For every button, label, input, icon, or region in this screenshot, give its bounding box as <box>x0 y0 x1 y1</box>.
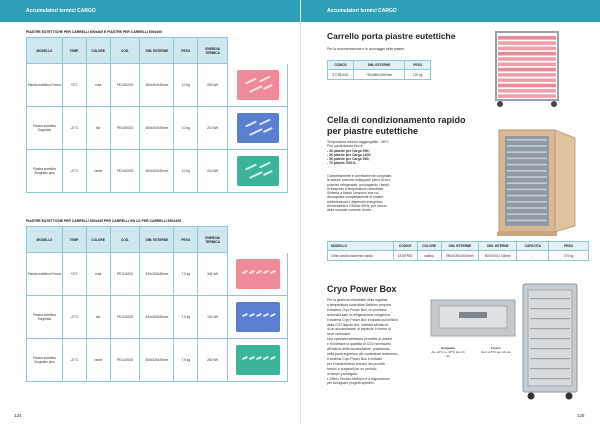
table-row <box>27 107 288 150</box>
trolley-shelf <box>498 89 556 93</box>
plate-image-pink <box>228 64 288 107</box>
frozen-title: Surgelato <box>440 346 456 350</box>
page-number-left: 124 <box>14 413 22 418</box>
trolley-shelf <box>498 47 556 51</box>
col-dim: DIM. ESTERNE <box>353 61 405 70</box>
table2-title: PIASTRE EUTETTICHE PER CARRELLI 530x325 PER CARRELLI GN 1/1 PER CARRELLI 530x325 <box>26 219 181 223</box>
cell-code: PE1110003 <box>110 339 140 382</box>
frozen-sub: da -12°C a -18°C per 24 ore <box>431 349 465 358</box>
cryo-line: Il sistema Cryo Power Box è indicato <box>327 356 383 361</box>
col-peso: PESO <box>405 61 431 70</box>
cell-energy: 130 Wh <box>198 296 228 339</box>
cryo-title: Cryo Power Box <box>327 284 397 294</box>
cell-shelf <box>507 158 547 160</box>
fresh-title: Fresco <box>490 346 502 350</box>
col-modello: MODELLO <box>328 242 394 251</box>
trolley-shelf <box>498 84 556 88</box>
cell-code: PE1000002 <box>110 107 140 150</box>
cryo-cabinet-image <box>519 282 581 404</box>
table-row <box>27 296 288 339</box>
cryo-line: di un accumulatore, si espande in forma di <box>327 327 391 332</box>
cella-para-line: Alimentabile a 230Vac 50Hz, per mezzo <box>327 204 388 209</box>
cella-para-line: Sistema a basso consumo con cui <box>327 191 379 196</box>
trolley-shelf <box>498 57 556 61</box>
cell-shelf <box>507 164 547 166</box>
cryo-line: freschi e surgelati per un periodo <box>327 366 377 371</box>
cryo-rail <box>530 338 570 339</box>
cell-code: PE1110002 <box>110 296 140 339</box>
col-cod: COD. <box>110 38 140 64</box>
cella-features <box>327 140 477 166</box>
cryo-line: automatizzato di refrigerazione criogenica. <box>327 312 391 317</box>
col-energia: ENERGIA TERMICA <box>198 38 228 64</box>
cella-line: Temperatura minima raggiungibile: -38°C. <box>327 140 390 144</box>
table-row <box>27 64 288 107</box>
cell-color: verde <box>86 150 110 193</box>
trolley-shelf <box>498 63 556 67</box>
cell-weight: 7,5 kg <box>174 253 198 296</box>
cryo-line: della CO2 liquida che, iniettata all'interno <box>327 322 389 327</box>
cella-line: - 72 piastre GN1/1. <box>327 161 357 166</box>
col-peso: PESO <box>174 38 198 64</box>
cell-shelf <box>507 182 547 184</box>
cryo-line: il sistema Cryo Power Box, un processo <box>327 307 387 312</box>
col-codice: CODICE <box>328 61 354 70</box>
cell-weight: 120 kg <box>405 70 431 80</box>
cell-shelf <box>507 170 547 172</box>
cryo-line: e di iniettare la quantità di CO2 necessaria <box>327 342 391 347</box>
cell-shelf <box>507 207 547 209</box>
cell-color: verde <box>86 339 110 382</box>
cryo-line: per sviluppare progetti specifici. <box>327 381 375 386</box>
cella-title-1: Cella di condizionamento rapido <box>327 115 466 125</box>
cell-weight: 10 kg <box>174 107 198 150</box>
cell-model: Piastra eutettica Fresco <box>27 253 63 296</box>
cell-color: blu <box>86 296 110 339</box>
cell-weight: 7,5 kg <box>174 296 198 339</box>
cell-code: PE1110001 <box>110 253 140 296</box>
cella-line: - 36 piastre per Cargo 1100; <box>327 152 372 157</box>
cella-title-2: per piastre eutettiche <box>327 126 419 136</box>
cell-code: 377281002 <box>328 70 354 80</box>
cell-shelf <box>507 139 547 141</box>
cryo-line: Per la gestione industriale della logistica <box>327 298 388 302</box>
cell-model: Piastra eutettica Surgelato plus <box>27 339 63 382</box>
cell-shelf <box>507 201 547 203</box>
cell-color: rosa <box>86 253 110 296</box>
fresh-sub: da 2 a 8°C per 24 ore <box>481 349 511 354</box>
carrello-title: Carrello porta piastre eutettiche <box>327 31 456 41</box>
cell-shelf <box>507 189 547 191</box>
cell-energy: 590 Wh <box>198 64 228 107</box>
col-dim-esterne: DIM. ESTERNE <box>441 242 479 251</box>
cell-dim: 600x400x35mm <box>140 107 174 150</box>
conditioning-cell-image <box>493 122 581 242</box>
col-peso: PESO <box>174 227 198 253</box>
carrello-table <box>327 60 431 80</box>
cryo-line: a temperatura controllata Meiform propone <box>327 302 392 307</box>
col-temp: TEMP. <box>62 227 86 253</box>
right-header: Accumulatori termici CARGO <box>301 0 600 22</box>
plate-image-green <box>228 339 288 382</box>
cell-color: rosa <box>86 64 110 107</box>
cella-para-line: della normale corrente di rete. <box>327 208 373 213</box>
table-row <box>27 150 288 193</box>
col-dim: DIM. ESTERNE <box>140 38 174 64</box>
cryo-rail <box>530 308 570 309</box>
trolley-shelf <box>498 78 556 82</box>
cell-dim: 600x400x35mm <box>140 64 174 107</box>
cell-code: 1816FR01 <box>393 251 417 261</box>
trolley-shelf <box>498 68 556 72</box>
page-number-right: 125 <box>577 413 585 418</box>
cryo-rail <box>530 328 570 329</box>
cella-para-line: le piastre possono sviluppare pieno la loro <box>327 178 391 183</box>
cell-model: Cella condizionamento rapido <box>328 251 394 261</box>
cell-shelf <box>507 145 547 147</box>
cell-color: blu <box>86 107 110 150</box>
right-page <box>300 0 600 424</box>
cryo-line: L'Ufficio Tecnico Meiform è a disposizione <box>327 376 390 381</box>
cella-line: - 56 piastre per Cargo 560; <box>327 157 370 162</box>
col-codice: CODICE <box>393 242 417 251</box>
cell-dim-int: 800x910x1745mm <box>479 251 517 261</box>
cell-weight: 7,5 kg <box>174 339 198 382</box>
cella-para-line: dicongelare completamente le piastre <box>327 195 384 200</box>
cell-dim: 530x325x35mm <box>140 339 174 382</box>
cell-energy: 345 Wh <box>198 253 228 296</box>
cryo-rail <box>530 348 570 349</box>
plate-image-green <box>228 150 288 193</box>
carrello-desc: Per la movimentazione e lo stoccaggio delle piastre. <box>327 47 406 51</box>
table-row <box>328 70 431 80</box>
cell-energy: 250 Wh <box>198 339 228 382</box>
cella-para-line: di trasporto a temperatura controllata. <box>327 186 384 191</box>
cella-line: - 36 piastre per Cargo 990; <box>327 148 370 153</box>
col-energia: ENERGIA TERMICA <box>198 227 228 253</box>
col-peso: PESO <box>549 242 589 251</box>
col-cod: COD. <box>110 227 140 253</box>
cell-model: Piastra eutettica Surgelato <box>27 107 63 150</box>
cryo-line: Il sistema Cryo Power Box è basato sull'utilizzo <box>327 317 398 322</box>
cell-temp: +3°C <box>62 253 86 296</box>
cryo-line: neve carbonica. <box>327 332 351 337</box>
cell-shelf <box>507 151 547 153</box>
cryo-rail <box>530 368 570 369</box>
plate-image-blue <box>228 296 288 339</box>
left-header: Accumulatori termici CARGO <box>0 0 300 22</box>
cell-model: Piastra eutettica Surgelato plus <box>27 150 63 193</box>
cell-code: PE1000001 <box>110 64 140 107</box>
cryo-rail <box>530 378 570 379</box>
cell-shelf <box>507 195 547 197</box>
cell-temp: -21°C <box>62 339 86 382</box>
cella-para-line: potenza refrigerante, prolungando i tempi <box>327 182 390 187</box>
cryo-box-image <box>429 296 519 342</box>
cell-energy: 420 Wh <box>198 150 228 193</box>
cell-energy: 210 Wh <box>198 107 228 150</box>
table1-title: PIASTRE EUTETTICHE PER CARRELLI 600x400 E PIASTRE PER CARRELLI 600x400 <box>26 30 163 34</box>
plate-trolley-image <box>486 28 571 108</box>
plate-image-pink <box>228 253 288 296</box>
cell-shelf <box>507 213 547 215</box>
table-row <box>27 253 288 296</box>
plates-table-2 <box>26 226 288 382</box>
col-capacita: CAPACITÀ <box>517 242 549 251</box>
cell-dim-ext: 950x1050x2000mm <box>441 251 479 261</box>
cell-shelf <box>507 176 547 178</box>
cell-temp: -21°C <box>62 150 86 193</box>
cell-dim: 600x400x35mm <box>140 150 174 193</box>
cell-shelf <box>507 220 547 222</box>
trolley-shelf <box>498 94 556 98</box>
cell-model: Piastra eutettica Surgelato <box>27 296 63 339</box>
cell-temp: +3°C <box>62 64 86 107</box>
cell-dim: 530x325x35mm <box>140 253 174 296</box>
cella-para-line: Completamente e correttamente congelate, <box>327 174 393 178</box>
plate-image-blue <box>228 107 288 150</box>
col-dim: DIM. ESTERNE <box>140 227 174 253</box>
cryo-line: per il trasferimento termico dei prodotti <box>327 361 385 366</box>
cryo-rail <box>530 318 570 319</box>
cryo-rail <box>530 298 570 299</box>
cryo-line: all'interno della accumulatore, posizionato <box>327 347 390 352</box>
col-dim-interne: DIM. INTERNE <box>479 242 517 251</box>
plates-table-1 <box>26 37 288 193</box>
col-modello: MODELLO <box>27 227 63 253</box>
cella-table <box>327 241 589 261</box>
cryo-line: nella parte superiore del contenitore isotermico. <box>327 351 399 356</box>
table-row <box>27 339 288 382</box>
cryo-rail <box>530 358 570 359</box>
cell-dim: 730x680x1950mm <box>353 70 405 80</box>
cell-code: PE1000003 <box>110 150 140 193</box>
table-row <box>328 251 589 261</box>
trolley-shelf <box>498 73 556 77</box>
col-colore: COLORE <box>417 242 441 251</box>
col-modello: MODELLO <box>27 38 63 64</box>
trolley-shelf <box>498 36 556 40</box>
col-temp: TEMP. <box>62 38 86 64</box>
col-colore: COLORE <box>86 227 110 253</box>
cryo-line: di tempo prolungato. <box>327 371 358 376</box>
col-colore: COLORE <box>86 38 110 64</box>
cell-temp: -21°C <box>62 107 86 150</box>
cell-weight: 275 kg <box>549 251 589 261</box>
cell-model: Piastra eutettica Fresco <box>27 64 63 107</box>
trolley-shelf <box>498 52 556 56</box>
cell-dim: 530x325x35mm <box>140 296 174 339</box>
frozen-label <box>429 347 467 358</box>
cell-weight: 10 kg <box>174 64 198 107</box>
cella-para-line: minimizzando il dispendio energetico. <box>327 199 384 204</box>
cella-line: Può condizionare fino a: <box>327 144 364 149</box>
cell-color: sabbia <box>417 251 441 261</box>
cell-weight: 10 kg <box>174 150 198 193</box>
cella-description <box>327 174 477 213</box>
fresh-label <box>479 347 513 355</box>
cell-capacity: - <box>517 251 549 261</box>
cryo-line: Una speciale interfaccia permette di dosare <box>327 337 393 342</box>
trolley-shelf <box>498 41 556 45</box>
cell-temp: -21°C <box>62 296 86 339</box>
